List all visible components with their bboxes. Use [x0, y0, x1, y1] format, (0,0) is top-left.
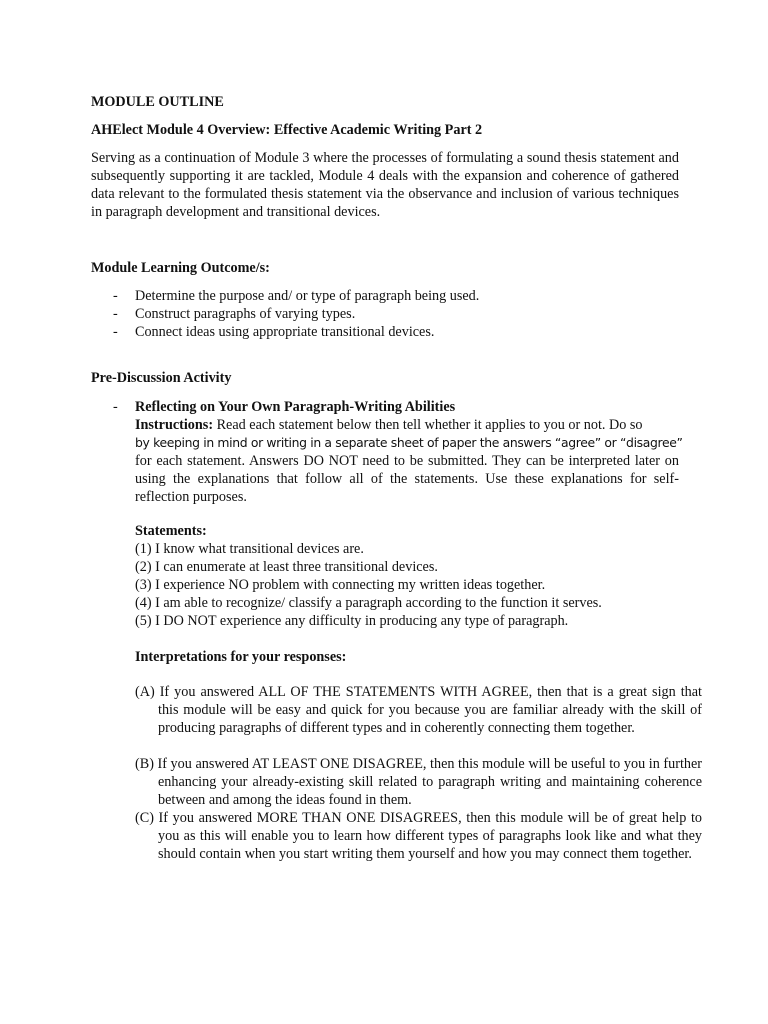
learning-outcomes-list [91, 287, 679, 341]
learning-outcomes-heading: Module Learning Outcome/s: [91, 260, 270, 276]
statement-item: (2) I can enumerate at least three transitional devices. [135, 559, 438, 575]
bullet-dash: - [113, 324, 118, 340]
pre-discussion-heading: Pre-Discussion Activity [91, 370, 232, 386]
statement-item: (3) I experience NO problem with connecting my written ideas together. [135, 577, 546, 593]
statement-item: (5) I DO NOT experience any difficulty in producing any type of paragraph. [135, 613, 569, 629]
instructions-label: Instructions: [135, 417, 214, 433]
module-title: AHElect Module 4 Overview: Effective Academic Writing Part 2 [91, 122, 483, 138]
bullet-dash: - [113, 288, 118, 304]
instructions-line-2: by keeping in mind or writing in a separate sheet of paper the answers “agree” or “disagree” [135, 435, 683, 450]
outcome-text: Determine the purpose and/ or type of paragraph being used. [135, 288, 480, 304]
statements-heading: Statements: [135, 523, 207, 539]
outcome-text: Connect ideas using appropriate transitional devices. [135, 324, 435, 340]
list-item [91, 305, 679, 323]
instructions-line-1 [135, 416, 679, 434]
bullet-dash: - [113, 306, 118, 322]
bullet-dash: - [113, 399, 118, 415]
activity-block [135, 398, 683, 506]
instructions-text-3: for each statement. Answers DO NOT need to be submitted. They can be interpreted later on using the explanations that follow all of the statements. Use these explanations for self-reflection purposes. [135, 453, 679, 505]
outcome-text: Construct paragraphs of varying types. [135, 306, 356, 322]
interpretation-item-b: (B) If you answered AT LEAST ONE DISAGREE, then this module will be useful to you in further enhancing your already-existing skill related to paragraph writing and maintaining coherence between and among the ideas found in them. [135, 756, 702, 808]
instructions-text-1: Read each statement below then tell whether it applies to you or not. Do so [213, 417, 643, 433]
statement-item: (4) I am able to recognize/ classify a paragraph according to the function it serves. [135, 595, 602, 611]
list-item [91, 323, 679, 341]
interpretation-item-a: (A) If you answered ALL OF THE STATEMENTS WITH AGREE, then that is a great sign that this module will be easy and quick for you because you are familiar already with the skill of producing paragraphs of different types and in coherently connecting them together. [135, 684, 702, 736]
module-outline-heading: MODULE OUTLINE [91, 94, 224, 110]
interpretations-heading: Interpretations for your responses: [135, 649, 347, 665]
activity-title: Reflecting on Your Own Paragraph-Writing Abilities [135, 399, 456, 415]
interpretation-item-c: (C) If you answered MORE THAN ONE DISAGREES, then this module will be of great help to you as this will enable you to learn how different types of paragraphs look like and what they should contain when you start writing them yourself and how you may connect them together. [135, 810, 702, 862]
statements-list [135, 540, 679, 630]
module-overview-paragraph: Serving as a continuation of Module 3 where the processes of formulating a sound thesis statement and subsequently supporting it are tackled, Module 4 deals with the expansion and coherence of gathered data relevant to the formulated thesis statement via the observance and inclusion of various techniques in paragraph development and transitional devices. [91, 150, 679, 220]
list-item [91, 287, 679, 305]
statement-item: (1) I know what transitional devices are. [135, 541, 364, 557]
